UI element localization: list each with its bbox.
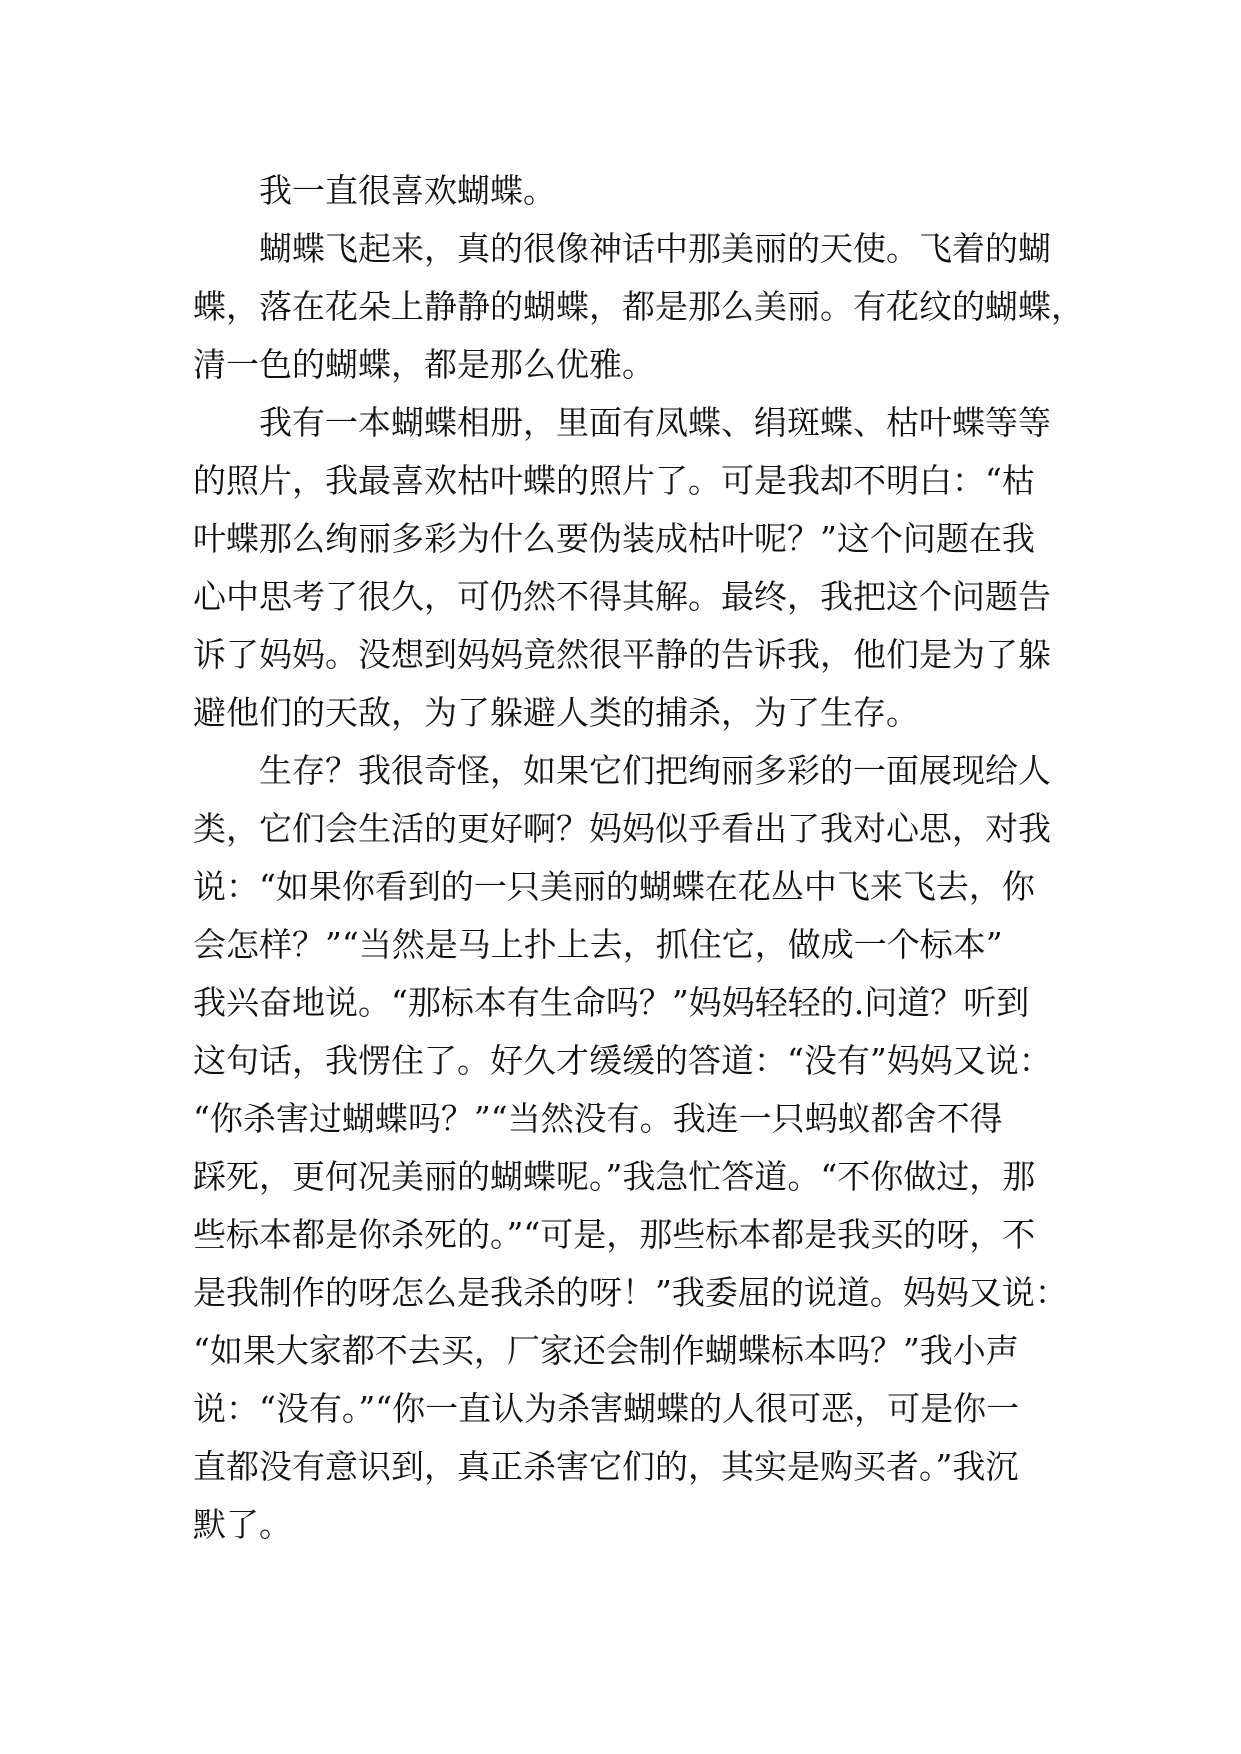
- paragraph-4-line-11: “如果大家都不去买，厂家还会制作蝴蝶标本吗？”我小声: [193, 1331, 1019, 1370]
- paragraph-4-line-3: 说：“如果你看到的一只美丽的蝴蝶在花丛中飞来飞去，你: [193, 867, 1035, 906]
- paragraph-4-line-13: 直都没有意识到，真正杀害它们的，其实是购买者。”我沉: [193, 1447, 1019, 1486]
- paragraph-3-line-4: 心中思考了很久，可仍然不得其解。最终，我把这个问题告: [193, 577, 1051, 616]
- paragraph-4-line-1: 生存？我很奇怪，如果它们把绚丽多彩的一面展现给人: [259, 751, 1051, 790]
- paragraph-4-line-8: 踩死，更何况美丽的蝴蝶呢。”我急忙答道。“不你做过，那: [193, 1157, 1036, 1196]
- paragraph-3-line-1: 我有一本蝴蝶相册，里面有凤蝶、绢斑蝶、枯叶蝶等等: [259, 403, 1051, 442]
- paragraph-1-line-1: 我一直很喜欢蝴蝶。: [259, 171, 556, 210]
- paragraph-4-line-6: 这句话，我愣住了。好久才缓缓的答道：“没有”妈妈又说：: [193, 1041, 1052, 1080]
- paragraph-2-line-1: 蝴蝶飞起来，真的很像神话中那美丽的天使。飞着的蝴: [259, 229, 1051, 268]
- paragraph-2-line-3: 清一色的蝴蝶，都是那么优雅。: [193, 345, 655, 384]
- paragraph-4-line-4: 会怎样？”“当然是马上扑上去，抓住它，做成一个标本”: [193, 925, 1003, 964]
- paragraph-3-line-3: 叶蝶那么绚丽多彩为什么要伪装成枯叶呢？”这个问题在我: [193, 519, 1035, 558]
- paragraph-4-line-5: 我兴奋地说。“那标本有生命吗？”妈妈轻轻的.问道？听到: [193, 983, 1030, 1022]
- paragraph-3-line-2: 的照片，我最喜欢枯叶蝶的照片了。可是我却不明白：“枯: [193, 461, 1035, 500]
- paragraph-3-line-6: 避他们的天敌，为了躲避人类的捕杀，为了生存。: [193, 693, 919, 732]
- paragraph-4-line-2: 类，它们会生活的更好啊？妈妈似乎看出了我对心思，对我: [193, 809, 1051, 848]
- paragraph-4-line-9: 些标本都是你杀死的。”“可是，那些标本都是我买的呀，不: [193, 1215, 1036, 1254]
- paragraph-4-line-14: 默了。: [193, 1505, 292, 1544]
- essay-body: [193, 162, 1083, 1554]
- paragraph-4-line-7: “你杀害过蝴蝶吗？”“当然没有。我连一只蚂蚁都舍不得: [193, 1099, 1003, 1138]
- paragraph-4-line-12: 说：“没有。”“你一直认为杀害蝴蝶的人很可恶，可是你一: [193, 1389, 1020, 1428]
- paragraph-4-line-10: 是我制作的呀怎么是我杀的呀！”我委屈的说道。妈妈又说：: [193, 1273, 1068, 1312]
- paragraph-3-line-5: 诉了妈妈。没想到妈妈竟然很平静的告诉我，他们是为了躲: [193, 635, 1051, 674]
- paragraph-2-line-2: 蝶，落在花朵上静静的蝴蝶，都是那么美丽。有花纹的蝴蝶，: [193, 287, 1084, 326]
